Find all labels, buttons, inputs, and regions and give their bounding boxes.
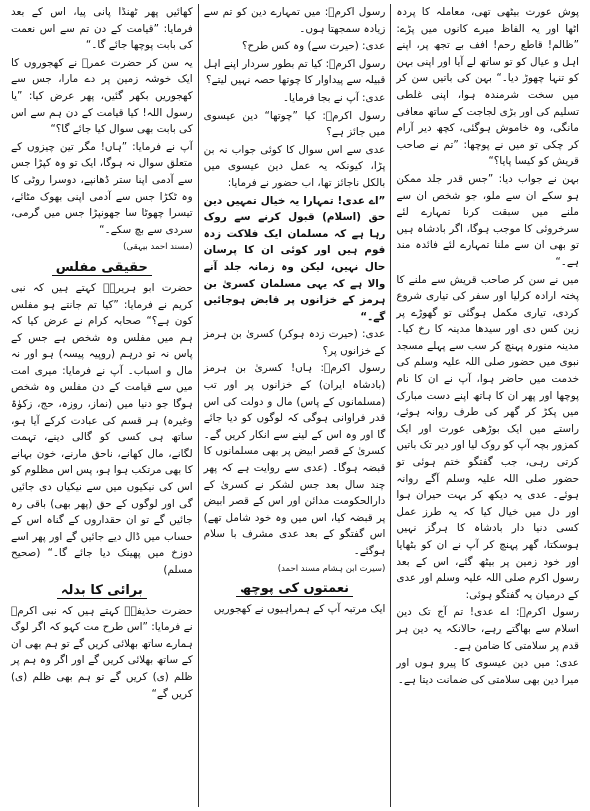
paragraph: رسول اکرمؐ: اے عدی! تم آج تک دین اسلام سے بھاگتے رہے، حالانکہ یہ دین ہر قدم پر سلامتی کا ضامن ہے۔ bbox=[396, 606, 579, 652]
section-heading bbox=[204, 579, 386, 599]
section-heading-text: برائی کا بدلہ bbox=[57, 583, 147, 599]
paragraph: ایک مرتبہ آپ کے ہمراہیوں نے کھجوریں bbox=[213, 603, 386, 616]
paragraph: آپ نے فرمایا: ”ہاں! مگر تین چیزوں کے متعلق سوال نہ ہوگا، ایک تو وہ کپڑا جس سے آدمی اپنا ستر ڈھانپے، دوسرا روٹی کا وہ ٹکڑا جس سے آدمی اپنی بھوک مٹائے، تیسرا چھوٹا سا جھونپڑا جس میں گرمی، سردی سے بچ سکے۔“ bbox=[11, 140, 193, 236]
paragraph: عدی سے اس سوال کا کوئی جواب نہ بن پڑا، کیونکہ یہ عمل دین عیسوی میں بالکل ناجائز تھا، اب حضور نے فرمایا: bbox=[203, 143, 386, 189]
column-right bbox=[391, 4, 584, 807]
paragraph: عدی: میں دین عیسوی کا پیرو ہوں اور میرا دین بھی سلامتی کی ضمانت دیتا ہے۔ bbox=[396, 657, 579, 686]
source-citation: (سیرت ابن ہشام مسند احمد) bbox=[277, 563, 386, 574]
paragraph: عدی: (حیرت زدہ ہوکر) کسریٰ بن ہرمز کے خزانوں پر؟ bbox=[203, 328, 386, 357]
source-citation: (مسند احمد بیہقی) bbox=[123, 242, 193, 253]
paragraph: عدی: (حیرت سے) وہ کس طرح؟ bbox=[242, 40, 386, 53]
paragraph: پوش عورت بیٹھی تھی، معاملہ کا پردہ اٹھا اور یہ الفاظ میرے کانوں میں پڑے: ”ظالم! قاطع رحم! افف بے تجھ پر، اپنے اہل و عیال کو تو ساتھ لے آیا اور اپنی بہن کو تنہا چھوڑ دیا۔“ بہن کی باتیں سن کر میں سخت شرمندہ ہوا، اپنی غلطی تسلیم کی اور بڑی لجاجت کے ساتھ معافی مانگی، وہ خاموش ہوگئی، کچھ دیر آرام کر چکی تو میں نے پوچھا: ”تم نے صاحب قریش کو کیسا پایا؟“ bbox=[396, 6, 579, 168]
paragraph: عدی: آپ نے بجا فرمایا۔ bbox=[282, 91, 386, 104]
section-heading-text: حقیقی مفلس bbox=[52, 260, 152, 276]
paragraph: حضرت ابو ہریرہؓ کہتے ہیں کہ نبی کریم نے فرمایا: ”کیا تم جانتے ہو مفلس کون ہے؟“ صحابہ کرام نے عرض کیا کہ ہم میں مفلس وہ شخص ہے جس کے پاس نہ تو درہم (روپیہ پیسہ) ہو اور نہ مال و اسباب۔ آپ نے فرمایا: میری امت میں سے قیامت کے دن مفلس وہ شخص ہوگا جو دنیا میں (نماز، روزہ، حج، زکوٰۃ وغیرہ) ہر قسم کی عبادت کرکے آیا ہو، ساتھ ہی کسی کو گالی دینے، تہمت لگانے، مال کھانے، ناحق مارنے، خون بہانے کا بھی مرتکب ہوا ہو، پس اس مظلوم کو اس کی نیکیوں میں سے نیکیاں دی جائیں گی اور لوگوں کے حق (پھر بھی) باقی رہ جائیں گے تو ان حقداروں کے گناہ اس کے حساب میں ڈال دیے جائیں گے اور پھر اسے دوزخ میں پھینک دیا جائے گا۔“ (صحیح مسلم) bbox=[11, 281, 193, 576]
paragraph: کھائیں پھر ٹھنڈا پانی پیا، اس کے بعد فرمایا: ”قیامت کے دن تم سے اس نعمت کی بابت پوچھا جائے گا۔“ bbox=[11, 6, 193, 52]
section-heading bbox=[11, 581, 193, 601]
paragraph: حضرت حذیفہؓ کہتے ہیں کہ نبی اکرمؐ نے فرمایا: ”اس طرح مت کہو کہ اگر لوگ ہمارے ساتھ بھلائی کریں گے تو ہم بھی ان کے ساتھ بھلائی کریں گے اور اگر وہ ہم پر ظلم (ی) کریں گے تو ہم بھی ظلم (ی) کریں گے“ bbox=[11, 604, 193, 700]
text-columns bbox=[6, 4, 584, 807]
section-heading bbox=[11, 258, 193, 278]
paragraph: رسول اکرمؐ: میں تمہارے دین کو تم سے زیادہ سمجھتا ہوں۔ bbox=[203, 6, 386, 35]
quoted-paragraph: ”اے عدی! تمہارا یہ خیال تمہیں دین حق (اسلام) قبول کرنے سے روک رہا ہے کہ مسلمان ایک فلاکت زدہ قوم ہیں اور کوئی ان کا پرسان حال نہیں، لیکن وہ زمانہ جلد آنے والا ہے کہ یہی مسلمان کسریٰ بن ہرمز کے خزانوں پر قابض ہوجائیں گے۔“ bbox=[203, 194, 386, 323]
column-left bbox=[6, 4, 199, 807]
section-heading-text: نعمتوں کی پوچھ bbox=[236, 581, 353, 597]
paragraph: رسول اکرمؐ: کیا ”چوتھا“ دین عیسوی میں جائز ہے؟ bbox=[203, 109, 386, 139]
paragraph: میں نے سن کر صاحب قریش سے ملنے کا پختہ ارادہ کرلیا اور سفر کی تیاری شروع کردی، تیاری مکمل ہوگئی تو گھوڑے پر زین کس دی اور سیدھا مدینہ کا رخ کیا۔ مدینہ منورہ پہنچ کر سب سے پہلے مسجد نبوی میں حضور صلی اللہ علیہ وسلم کی خدمت میں حاضر ہوا، آپ نے ان کا نام پوچھا اور پھر ان کا ہاتھ اپنے دست مبارک میں پکڑ کر گھر کی طرف روانہ ہوئے، راستے میں ایک بوڑھی عورت اور ایک کمزور بچہ آپ کو روک لیا اور دیر تک باتیں کرتی رہی، جب گفتگو ختم ہوئی تو حضور صلی اللہ علیہ وسلم آگے روانہ ہوئے۔ عدی یہ دیکھ کر بہت حیران ہوا اور دل میں خیال کیا کہ یہ طرز عمل کسی دنیا دار بادشاہ کا ہرگز نہیں ہوسکتا، گھر پہنچ کر آپ نے ان کو بٹھایا اور خود زمین پر بیٹھ گئے، اس کے بعد رسول اکرم صلی اللہ علیہ وسلم اور عدی کے درمیان یہ گفتگو ہوئی: bbox=[396, 273, 579, 601]
paragraph: یہ سن کر حضرت عمرؓ نے کھجوروں کا ایک خوشہ زمین پر دے مارا، جس سے کھجوریں بکھر گئیں، پھر عرض کیا: ”یا رسول اللہ! کیا قیامت کے دن ہم سے اس کی بابت بھی سوال کیا جائے گا؟“ bbox=[11, 56, 193, 136]
paragraph: رسول اکرمؐ: کیا تم بطور سردار اپنے اہل قبیلہ سے پیداوار کا چوتھا حصہ نہیں لیتے؟ bbox=[203, 57, 386, 87]
paragraph: رسول اکرمؐ: ہاں! کسریٰ بن ہرمز (بادشاہ ایران) کے خزانوں پر اور تب (مسلمانوں کے پاس) مال و دولت کی اس قدر فراوانی ہوگی کہ لوگوں کو دیا جائے گا اور وہ اس کے لینے سے انکار کریں گے۔ کسریٰ کے قصر ابیض پر بھی مسلمانوں کا قبضہ ہوگا۔ (عدی سے روایت ہے کہ پھر چند سال بعد جس لشکر نے کسریٰ کے دارالحکومت مدائن اور اس کے قصر ابیض پر قبضہ کیا، اس میں وہ خود شامل تھے) اس گفتگو کے بعد عدی مشرف با سلام ہوگئے۔ bbox=[203, 362, 386, 557]
paragraph: بہن نے جواب دیا: ”جس قدر جلد ممکن ہو سکے ان سے ملو، جو شخص ان سے ملنے میں سبقت کرنا تمہارے لئے سرخروئی کا موجب ہوگا، اگر بادشاہ ہیں تو بھی ان سے ملنا تمہارے لئے فائدہ مند ہے۔“ bbox=[396, 172, 579, 268]
column-middle bbox=[199, 4, 392, 807]
